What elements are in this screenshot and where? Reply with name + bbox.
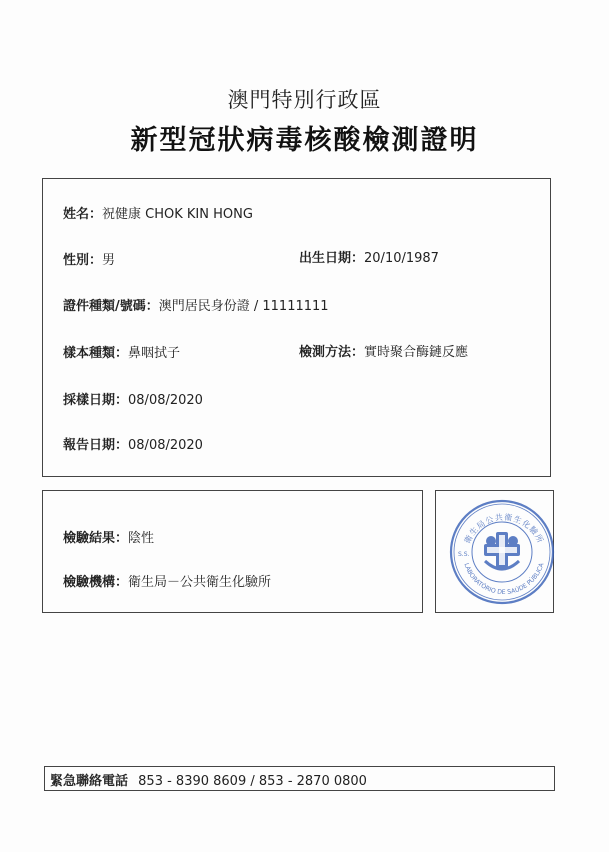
result-field	[63, 527, 154, 546]
emergency-contact-phones: 853 - 8390 8609 / 853 - 2870 0800	[138, 774, 367, 789]
organization-value: 衛生局－公共衛生化驗所	[128, 575, 272, 590]
dob-field	[299, 247, 439, 266]
collection-date-label: 採樣日期：	[63, 393, 129, 408]
sex-value: 男	[102, 253, 116, 268]
dob-label: 出生日期：	[299, 251, 365, 266]
test-method-label: 檢測方法：	[299, 345, 365, 360]
emergency-contact-label: 緊急聯絡電話	[50, 774, 129, 789]
report-date-value: 08/08/2020	[128, 438, 203, 453]
sex-field	[63, 249, 115, 268]
report-date-label: 報告日期：	[63, 438, 129, 453]
result-label: 檢驗結果：	[63, 531, 129, 546]
result-box	[42, 490, 423, 613]
collection-date-value: 08/08/2020	[128, 393, 203, 408]
result-value: 陰性	[128, 531, 155, 546]
sex-label: 性別：	[63, 253, 103, 268]
sample-type-field	[63, 342, 180, 361]
organization-field	[63, 571, 271, 590]
region-heading: 澳門特別行政區	[227, 88, 382, 112]
dob-value: 20/10/1987	[364, 251, 439, 266]
test-method-value: 實時聚合酶鏈反應	[364, 345, 469, 360]
id-label: 證件種類/號碼：	[63, 299, 159, 314]
organization-label: 檢驗機構：	[63, 575, 129, 590]
sample-type-value: 鼻咽拭子	[128, 346, 181, 361]
stamp-chinese-text: 衛生局公共衛生化驗所	[462, 512, 546, 546]
test-method-field	[299, 341, 468, 360]
sample-type-label: 樣本種類：	[63, 346, 129, 361]
certificate-title: 新型冠狀病毒核酸檢測證明	[130, 125, 479, 156]
name-label: 姓名：	[63, 207, 103, 222]
id-value: 澳門居民身份證 / 11111111	[158, 299, 329, 314]
report-date-field	[63, 434, 203, 453]
name-value: 祝健康 CHOK KIN HONG	[102, 207, 253, 222]
stamp-portuguese-text: LABORATÓRIO DE SAÚDE PÚBLICA	[462, 562, 546, 596]
stamp-initials: S.S.	[458, 551, 470, 558]
official-stamp-icon	[445, 495, 560, 608]
id-field	[63, 295, 329, 314]
emergency-contact	[50, 770, 367, 789]
personal-info-box	[42, 178, 551, 477]
collection-date-field	[63, 389, 203, 408]
name-field	[63, 203, 253, 222]
